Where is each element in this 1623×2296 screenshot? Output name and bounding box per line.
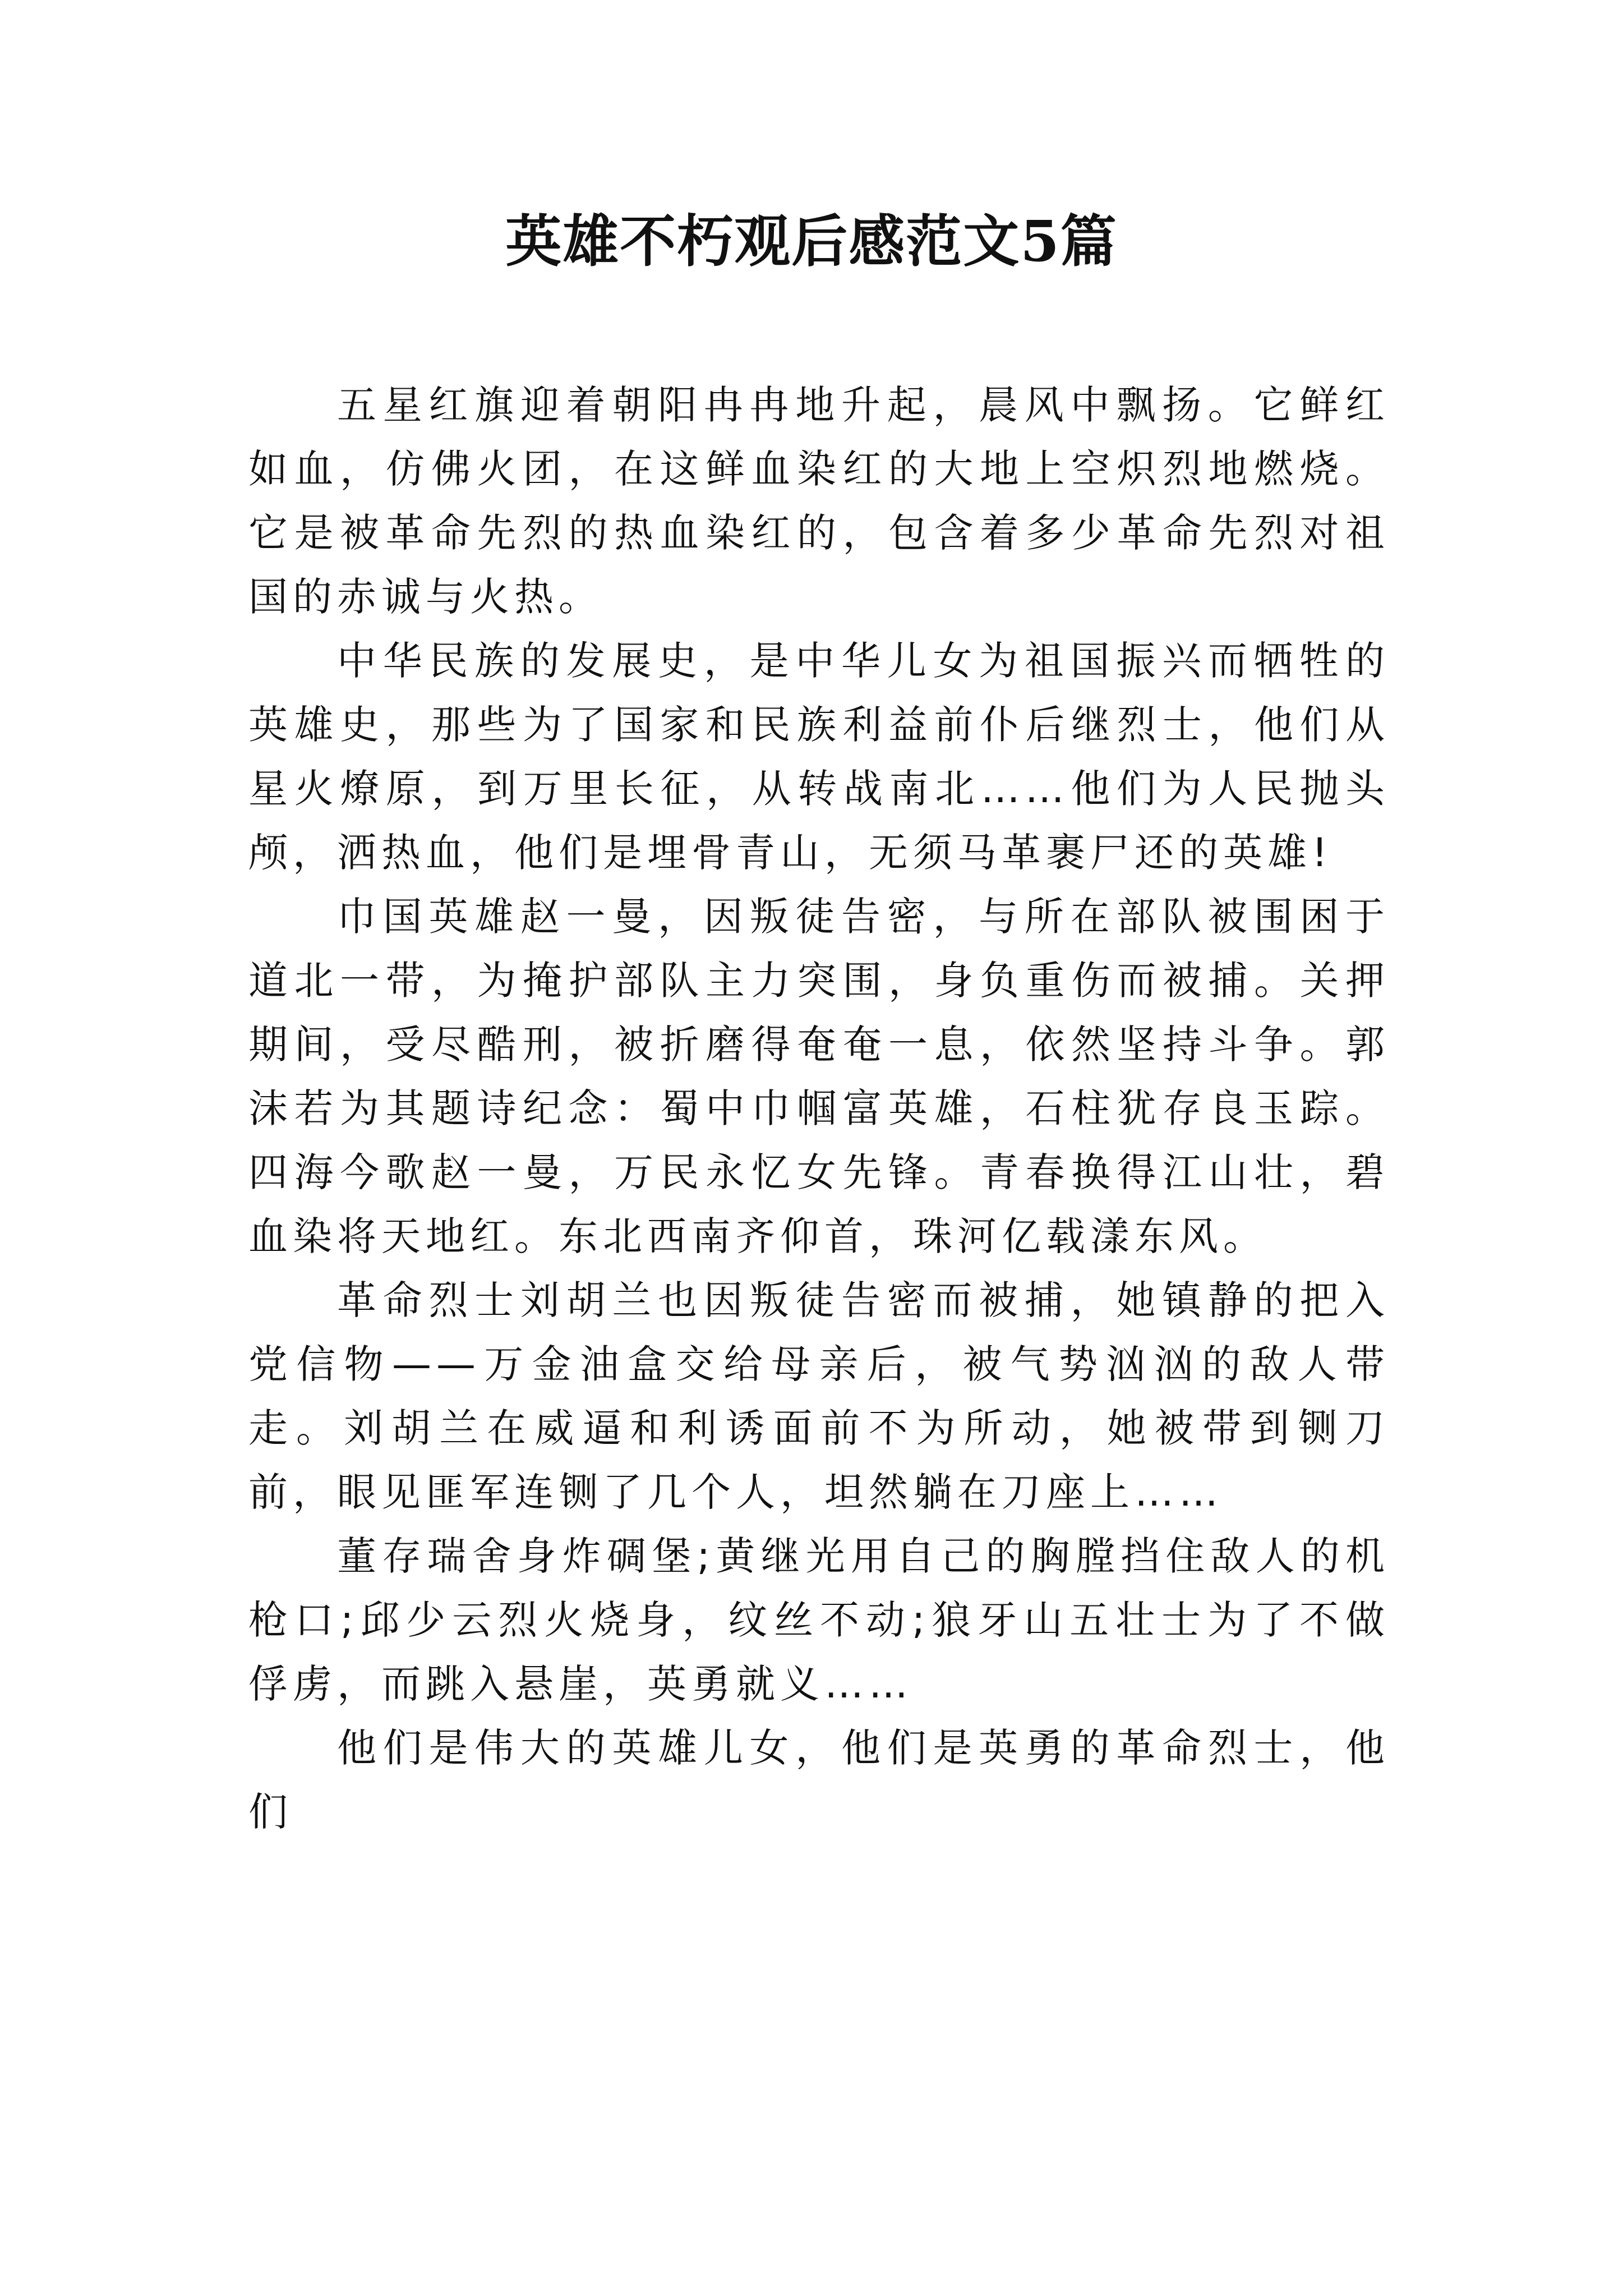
paragraph: 巾国英雄赵一曼，因叛徒告密，与所在部队被围困于道北一带，为掩护部队主力突围，身负重伤而被捕。关押期间，受尽酷刑，被折磨得奄奄一息，依然坚持斗争。郭沫若为其题诗纪念：蜀中巾帼富英雄，石柱犹存良玉踪。四海今歌赵一曼，万民永忆女先锋。青春换得江山壮，碧血染将天地红。东北西南齐仰首，珠河亿载漾东风。 [248, 894, 1390, 1259]
paragraph: 中华民族的发展史，是中华儿女为祖国振兴而牺牲的英雄史，那些为了国家和民族利益前仆后继烈士，他们从星火燎原，到万里长征，从转战南北……他们为人民抛头颅，洒热血，他们是埋骨青山，无须马革裹尸还的英雄! [248, 638, 1390, 876]
paragraph: 革命烈士刘胡兰也因叛徒告密而被捕，她镇静的把入党信物——万金油盒交给母亲后，被气势汹汹的敌人带走。刘胡兰在威逼和利诱面前不为所动，她被带到铡刀前，眼见匪军连铡了几个人，坦然躺在刀座上…… [248, 1277, 1390, 1515]
document-title: 英雄不朽观后感范文5篇 [505, 208, 1118, 274]
paragraph: 董存瑞舍身炸碉堡;黄继光用自己的胸膛挡住敌人的机枪口;邱少云烈火烧身，纹丝不动;狼牙山五壮士为了不做俘虏，而跳入悬崖，英勇就义…… [248, 1533, 1390, 1707]
paragraph: 五星红旗迎着朝阳冉冉地升起，晨风中飘扬。它鲜红如血，仿佛火团，在这鲜血染红的大地上空炽烈地燃烧。它是被革命先烈的热血染红的，包含着多少革命先烈对祖国的赤诚与火热。 [248, 382, 1390, 620]
paragraph: 他们是伟大的英雄儿女，他们是英勇的革命烈士，他们 [248, 1725, 1390, 1835]
document-body [248, 373, 1390, 1844]
